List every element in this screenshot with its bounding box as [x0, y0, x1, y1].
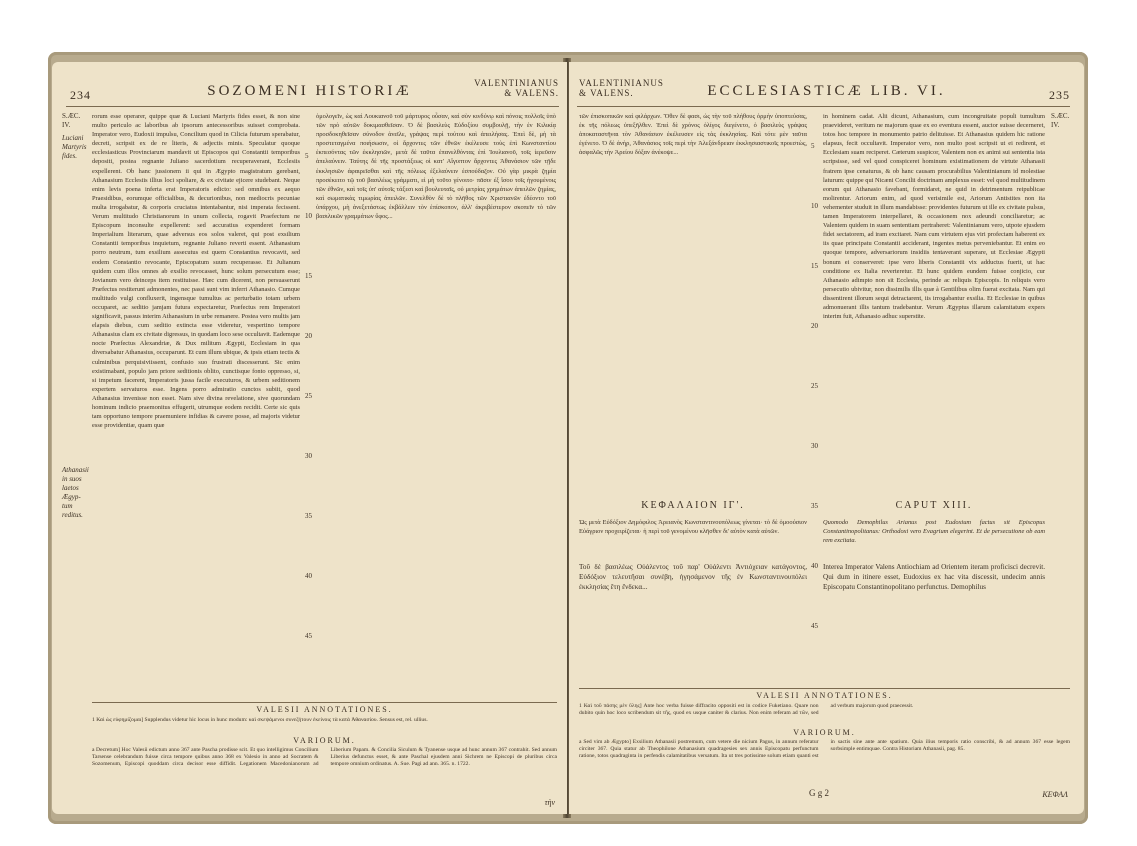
margin-note: Luciani — [62, 134, 84, 142]
valesii-annotations-heading: VALESII ANNOTATIONES. — [756, 691, 893, 700]
margin-note: in suos — [62, 475, 82, 483]
signature-mark: G g 2 — [809, 788, 829, 798]
margin-note: fides. — [62, 152, 77, 160]
margin-note: IV. — [1051, 121, 1060, 129]
margin-note: Martyris — [62, 143, 87, 151]
chapter-text-latin: Interea Imperator Valens Antiochiam ad Orientem iteram proficisci decrevit. Qui dum in itinere esset, Eudoxius ex hac vita discessit, undecim annis Episcopatu Constantinopolitano perfunctus. Demophilus — [823, 563, 1045, 591]
header-right-line-2: & VALENS. — [504, 88, 559, 98]
line-number: 15 — [811, 262, 818, 270]
variorum-text: a Sed vim ab Ægypto] Exsilium Athanasii postremum, cum vetere die nicium Pagus, in annum referatur circiter 367. Quia statur ab Theophilone Athanasium quadragesies sex annis Episcopatu perfunctum ratione, totos quadraginta in perfendis calamitatibus versatum. Ita ut tres potissime solum etiam quanti est in sactis sine ante ante spatium. Quia ilius temporis ratio conscribi, & ad annum 367 esse legem sorbsimple entimquae. Contra Historiam Athanasii, pag. 85. — [579, 739, 1070, 760]
line-number: 40 — [305, 572, 312, 580]
header-rule — [577, 106, 1070, 107]
line-number: 10 — [811, 202, 818, 210]
chapter-heading-greek: ΚΕΦΑΛΑΙΟΝ ΙΓ'. — [641, 500, 745, 511]
header-rule — [66, 106, 559, 107]
variorum-heading: VARIORUM. — [293, 736, 356, 745]
right-greek-column: τῶν ἐπισκοπικῶν καὶ φιλάρχων. Ὅθεν δὲ φασι, ὡς τὴν τοῦ πλήθους ὁρμὴν ὑποπτεύσας, ἐκ τῆς πόλεως ὑπεξῆλθεν. Ἐπεὶ δὲ χρόνος ὀλίγος διεγένετο, ὁ βασιλεὺς γράψας ἀποκαταστῆναι τὸν Ἀθανάσιον ἐκέλευσεν εἰς τὰς ἐκκλησίας. Καὶ τότε μὲν ταῦτα ἐγένετο. Ὁ δὲ ἀνὴρ, Ἀθανάσιος τοῖς περὶ τὴν Ἀλεξάνδρειαν ἐκκλησιαστικοῖς προεστὼς, ἀσφαλῶς τὴν Ἀρείου δόξαν ἀνέκοψε... — [579, 113, 807, 157]
margin-note: S.ÆC. — [62, 112, 81, 120]
line-number: 5 — [811, 142, 815, 150]
margin-note: Athanasii — [62, 466, 89, 474]
line-number: 25 — [811, 382, 818, 390]
line-number: 45 — [811, 622, 818, 630]
margin-note: S.ÆC. — [1051, 112, 1070, 120]
notes-rule — [92, 702, 557, 703]
right-page-number: 235 — [1049, 88, 1070, 102]
book-spread — [48, 52, 1088, 824]
notes-rule — [579, 688, 1070, 689]
margin-note: Ægyp- — [62, 493, 81, 501]
left-page — [52, 62, 567, 814]
variorum-text: a Decretum] Hoc Valesii edictum anno 367 ante Pascha prodisse scit. Et quo intelligimus Concilium Tarsense celebrandum fuisse circa tempore quibus anno 368 ex Valesio in anno ad Socratem & Sozomenum, Episcopi quoddam circa decisor esse diffidit. Legationem Macedonianorum ad Liberium Papam. & Concilia Siculum & Tyanense usque ad hunc annum 367 contrahit. Sed annum Liberius defunctus esset, & ante Paschal ejusdem anni Sichrem ne Episcopi de pluribus circa tempore omnium ordinatus. A. Sue. Pagi ad ann. 365. n. 1722. — [92, 747, 557, 768]
line-number: 30 — [305, 452, 312, 460]
left-catchword: τὴν — [544, 798, 555, 807]
margin-note: reditus. — [62, 511, 83, 519]
line-number: 30 — [811, 442, 818, 450]
valesii-annotations-text: 1 Καὶ τοῦ πάσης μὲν ὕλης] Ante hoc verba fuisse diffracito oppositi est in codice Fuketiano. Quare non dubito quin hoc loco scribendum sit τῆς, quod ex usque caniter & clarius. Non enim referam ad τῶν, sed ad verbum majorum quod praecessit. — [579, 703, 914, 717]
line-number: 25 — [305, 392, 312, 400]
right-latin-column: in hominem cadat. Alii dicunt, Athanasium, cum incongruitate populi tumultum praevideret, veritum ne majorum quae ex eo eventura essent, auctor suisse decerneret, totos hoc tempore in monumento patrio delituisse. Et Athanasius quidem hic ratione elapsus, fecit occultavit. Imperator vero, non multo post scripsit ut ei redirent, et Ecclesiam suam reciperet. Cæterum suspicor, Valentem non ex animi sui sententia ista scripsisse, sed vel quod conspiceret hominum existimationem de virtute Athanasii fratrem ipse cenaturus, & ob hanc causam procurabilius Valentinianum id molestiae laturum: quippe qui Nicæni Concilii doctrinam amplexus esset: vel quod multitudinem eorum qui Athanasio favebant, formidaret, ne quid in detrimentum reipublicae molirentur. Ariorum enim, ad quod verisimile est, Ariorum Antistites non ita vehementer studuit in illum mandabisse: providentes futurum ut ille ex civitate pulsus, tamen Imperatorem interpellaret, & occasionem nox adeundi conciliaretur; ac Valentem quidem in suam sententiam pertraheret: Valentinianum vero, utpote ejusdem fidei sectatorem, ad iram excitaret. Nam cum virtutem ejus viri profectam haberent ex iis quae principatu Constantii acciderant, ingentes metus perveniebantur. Et enim eo quoque tempore, adversariorum insidiis tentaverant superare, ut Ecclesiae Ægypti bonum ei conserveret: ipse vero liberis Constantii vix adductus fuerit, ut hac conditione ex Italia reverteretur. Et hunc quidem eundem fuisse conjicio, cur Athanasio adimpto non sit Ecclesia, perinde ac reliquis Episcopis. In reliquis vero persecutio ubivitur, non dissimilis illis quæ à Gentilibus olim fuerat excitata. Nam qui dissentirent illorum sequi detractarent, iis irrogabantur exsilia. Et Ecclesiae in quibus admonuerant illis tantum tradebantur. Verum Ægyptus illarum calamitatum expers interim fuit, Athanasio adhuc superstite. — [823, 113, 1045, 321]
right-page — [569, 62, 1084, 814]
left-latin-column: rorum esse operarer, quippe quæ & Luciani Martyris fides esset, & non sine multo periculo ac laboribus ab ipsorum antecessoribus suisset comprobata. Imperator vero, Eudoxii impulsu, Concilium quod in Cilicia futurum sperabatur, decreti, scripsit ex de re literis, & adjectis minis. Speculatur quoque ecclesiasticus Provinciarum mandavit ut Episcopos qui Constantii temporibus depositi, postea regnante Juliano sacerdotium recuperaverant, Ecclesiis expellerent. Ob hanc jussionem ii qui in Ægypto magistratum gerebant, Athanasium Ecclesiis illius loci spoliare, & ex civitate ejicere studebant. Neque enim levis poena inferta erat Imperatoris edicto: sed omnibus ex aequo Praesidibus, eorumque officialibus, & decurionibus, non mediocris pecuniae multa irrogabatur, & corporis cruciatus intentabantur, nisi imperata fecissent. Verum multitudo Christianorum in unum collecta, rogavit Praefectum ne Episcopum inconsulte expellerent: sed accuratius expenderet formam Imperialium literarum, quae adversus eos solos valeret, qui post exsilium Constantii temporibus inquietum, regnante Juliano reverti essent. Athanasium porro neutrum, tum exsilium assecutus est quem Constantius revocavit, sed eodem Constantio revocante, Episcopatum suum recuperasse. Et Julianum quidem cum illos omnes ab exsilio revocasset, hunc solum persecutum esse; Jovianum vero deinceps item restituisse. Hæc cum dicerent, non persuaserunt Præfectus restiterunt admonentes, nec passi sunt vim inferri Athanasio. Cumque multitudo vulgi confluxerit, ingensque tumultus ac perturbatio totam urbem occuparet, ac seditio jamjam futura expectaretur, Præfectus rem Imperatori significavit, passus interim Athanasium in urbe remanere. Postea vero multis jam elapsis diebus, cum seditio extincta esse videretur, vespertino tempore Athanasius clam ex civitate digressus, in quodam loco sese occultavit. Eademque nocte Præfectus Alexandriæ, & Dux militum Ægypti, Ecclesiam in qua diversabatur Athanasius, occuparunt. Et cum illum ubique, & ipsis etiam tectis & culminibus perquisiviissent, confusio suo frustrati discesserunt. Sic enim existimabant, populo jam priore seditionis oblito, cunctisque fonto oppresso, si, si impetum facerent, Imperatoris jussa facile executuros, & urbem seditionem expertem servaturos esse. Ingens porro admiratio cunctos subiit, quod Athanasius invenisse non esset. Nam sive divina revelatione, sive quorundam hominum indicio praemonitus effugerit, utrumque eodem recidit. Certe sic quis tam opportuno tempore praemuniere infidias & cavere posse, ad majoris videtur esse providentiæ, quam quæ — [92, 113, 300, 430]
line-number: 45 — [305, 632, 312, 640]
header-left-line-1: VALENTINIANUS — [579, 78, 664, 88]
margin-note: tum — [62, 502, 73, 510]
line-number: 10 — [305, 212, 312, 220]
valesii-annotations-text: 1 Καὶ ὡς εὐφημίζομαι] Supplendus videtur hic locus in hunc modum: καὶ σκεψάμενοι συνεζήτουν ἐκείνοις τὰ κατὰ Ἀθανασίου. Sensus est, rel. ullius. — [92, 717, 428, 723]
left-margin-notes — [62, 112, 88, 520]
chapter-summary-greek: Ὡς μετὰ Εὐδόξιον Δημόφιλος Ἀρειανὸς Κωνσταντινουπόλεως γίνεται· τὸ δὲ ὁμοούσιον Εὐάγριον προχειρίζεται· ἡ περὶ τοῦ γενομένου κλῆσθεν δι' αὐτὸν κατὰ αὐτῶν. — [579, 519, 807, 536]
margin-note: laetos — [62, 484, 79, 492]
margin-note: IV. — [62, 121, 71, 129]
header-right-line-1: VALENTINIANUS — [474, 78, 559, 88]
left-page-number: 234 — [70, 88, 91, 102]
left-header-right — [474, 78, 559, 98]
line-number: 40 — [811, 562, 818, 570]
line-number: 20 — [305, 332, 312, 340]
right-catchword: ΚΕΦΑΛ — [1042, 790, 1068, 799]
line-number: 35 — [305, 512, 312, 520]
right-running-title: ECCLESIASTICÆ LIB. VI. — [707, 83, 946, 99]
line-number: 5 — [305, 152, 309, 160]
line-number: 20 — [811, 322, 818, 330]
variorum-heading: VARIORUM. — [793, 728, 856, 737]
chapter-heading-latin: CAPUT XIII. — [895, 500, 973, 511]
right-margin-notes — [1051, 112, 1077, 130]
chapter-text-greek: Τοῦ δὲ βασιλέως Οὐάλεντος τοῦ παρ' Οὐάλεντι Ἀντιόχειαν κατάγοντος, Εὐδόξιον τελευτῆσαι συνέβη, ἡγησάμενον τῆς ἐν Κωνσταντινουπόλει ἐκκλησίας ἔτη ἕνδεκα... — [579, 563, 807, 591]
valesii-annotations-heading: VALESII ANNOTATIONES. — [256, 705, 393, 714]
header-left-line-2: & VALENS. — [579, 88, 634, 98]
left-running-title: SOZOMENI HISTORIÆ — [207, 83, 412, 99]
chapter-summary-latin: Quomodo Demophilus Arianus post Eudoxium factus sit Episcopus Constantinopolitanus: Orthodoxi vero Evagrium elegerint. Et de persecutione ob eam rem excitata. — [823, 519, 1045, 545]
right-page-header — [569, 78, 1084, 108]
left-greek-column: ὁμολογεῖν, ὡς καὶ Λουκιανοῦ τοῦ μάρτυρος οὖσαν, καὶ σὺν κινδύνῳ καὶ πόνοις πολλοῖς ὑπὸ τῶν πρὸ αὐτῶν δοκιμασθεῖσαν. Ὁ δὲ βασιλεὺς Εὐδοξίου συμβουλῇ, τὴν ἐν Κιλικίᾳ προσδοκηθεῖσαν σύνοδον ἀνεῖλε, γράψας περὶ τούτου καὶ ἀπειλήσας. Ἐπεὶ δὲ, μὴ τὰ προστεταγμένα ποιήσωσιν, οἱ ἄρχοντες τῶν ἐθνῶν ἐκέλευσε τοὺς ἐπὶ Κωνσταντίου ἐκπεσόντας τῶν ἐκκλησιῶν, μετὰ δὲ ταῦτα ἐπανελθόντας ἐπὶ Ἰουλιανοῦ, τοῖς ἱερεῦσιν ἀπελαύνειν. Ταύτης δὲ τῆς προστάξεως οἱ κατ' Αἴγυπτον ἄρχοντες Ἀθανάσιον τῶν τῇδε ἐκκλησιῶν ἀφαιρεῖσθαι καὶ τῆς πόλεως ἐξελαύνειν ἐσπούδαζον. Οὐ γὰρ μικρὰ ζημία προσέκειτο τῷ τοῦ βασιλέως γράμματι, εἰ μὴ τοῦτο γένοιτο· πᾶσιν ἐξ ἴσου τοῖς ἡγουμένοις τῶν ἐθνῶν, καὶ τοῖς ὑπ' αὐτοῖς τάξεσι καὶ βουλευταῖς, οὐ μετρίας χρημάτων ἀπειλῶν ζημίας, καὶ σωματικὰς τιμωρίας ἀπειλῶν. Συνελθὸν δὲ τὸ πλῆθος τῶν Χριστιανῶν ἐδέοντο τοῦ ὑπάρχου, μὴ ἀνεξετάστως ἐκβάλλειν τὸν ἐπίσκοπον, ἀλλ' ἀκριβέστερον σκοπεῖν τὸ τῶν βασιλικῶν γραμμάτων ὕφος... — [316, 113, 556, 221]
line-number: 35 — [811, 502, 818, 510]
line-number: 15 — [305, 272, 312, 280]
left-page-header — [52, 78, 567, 108]
